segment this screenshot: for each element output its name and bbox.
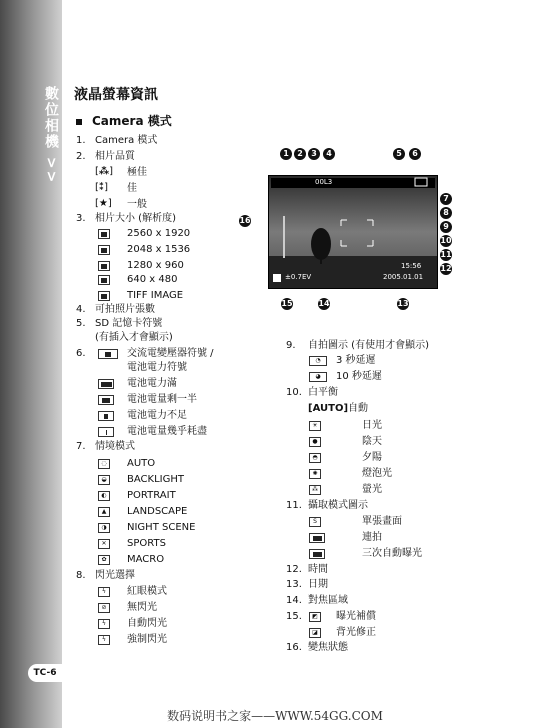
list-item: 變焦狀態 bbox=[308, 642, 348, 653]
list-item: 640 x 480 bbox=[127, 274, 178, 285]
callout-number-11: 11 bbox=[440, 250, 452, 259]
capture-aeb-icon bbox=[309, 549, 325, 559]
list-item: 2560 x 1920 bbox=[127, 228, 191, 239]
list-item: 日期 bbox=[308, 579, 328, 590]
capture-continuous-icon bbox=[309, 533, 325, 543]
list-item: 一般 bbox=[127, 199, 147, 210]
list-item: LANDSCAPE bbox=[127, 506, 188, 517]
list-item: 相片品質 bbox=[95, 151, 135, 162]
callout-number-7: 7 bbox=[440, 193, 452, 205]
section-side-title: 數位相機 >> bbox=[43, 86, 59, 185]
list-item: 1. bbox=[76, 135, 86, 146]
callout-number-9: 9 bbox=[440, 221, 452, 233]
list-item: 極佳 bbox=[127, 167, 147, 178]
list-item: 電池電力不足 bbox=[127, 410, 187, 421]
callout-number-16: 16 bbox=[239, 216, 251, 225]
page-title: 液晶螢幕資訊 bbox=[74, 87, 158, 103]
list-item: 自動閃光 bbox=[127, 618, 167, 629]
flash-auto-icon: ϟ bbox=[98, 619, 110, 629]
callout-number-2: 2 bbox=[294, 148, 306, 160]
list-item: PORTRAIT bbox=[127, 490, 176, 501]
wb-tungsten-icon: ✺ bbox=[309, 469, 321, 479]
scene-backlight-icon: ◒ bbox=[98, 475, 110, 485]
list-item: Camera 模式 bbox=[95, 135, 158, 146]
list-item: TIFF IMAGE bbox=[127, 290, 184, 301]
list-item: 10 秒延遲 bbox=[336, 371, 382, 382]
list-item: 時間 bbox=[308, 564, 328, 575]
lcd-time: 15:56 bbox=[401, 262, 422, 270]
list-item: 6. bbox=[76, 348, 86, 359]
list-item: MACRO bbox=[127, 554, 165, 565]
list-item: 9. bbox=[286, 340, 296, 351]
list-item: 15. bbox=[286, 611, 302, 622]
list-item: 可拍照片張數 bbox=[95, 304, 155, 315]
list-item: 1280 x 960 bbox=[127, 260, 184, 271]
list-item: 白平衡 bbox=[308, 387, 338, 398]
backlight-correction-icon: ◪ bbox=[309, 628, 321, 638]
list-item: 2048 x 1536 bbox=[127, 244, 191, 255]
quality-superfine-icon: [⁂] bbox=[95, 166, 114, 177]
wb-auto-label: [AUTO] bbox=[308, 403, 349, 414]
list-item: 4. bbox=[76, 304, 86, 315]
lcd-date: 2005.01.01 bbox=[383, 273, 424, 281]
footer-watermark: 数码说明书之家——WWW.54GG.COM bbox=[167, 709, 383, 723]
list-item: 交流電變壓器符號 / bbox=[127, 348, 214, 359]
list-item: 攝取模式圖示 bbox=[308, 500, 368, 511]
lcd-screen-illustration bbox=[268, 175, 438, 289]
callout-number-15: 15 bbox=[281, 299, 293, 308]
list-item: SPORTS bbox=[127, 538, 166, 549]
list-item: BACKLIGHT bbox=[127, 474, 184, 485]
list-item: 3 秒延遲 bbox=[336, 355, 376, 366]
list-item: 13. bbox=[286, 579, 302, 590]
list-item: 情境模式 bbox=[95, 441, 135, 452]
list-item: NIGHT SCENE bbox=[127, 522, 196, 533]
callout-number-3: 3 bbox=[308, 148, 320, 160]
battery-empty-icon bbox=[98, 427, 114, 437]
flash-redeye-icon: ϟ bbox=[98, 587, 110, 597]
callout-number-4: 4 bbox=[323, 148, 335, 160]
scene-auto-icon: ◌ bbox=[98, 459, 110, 469]
quality-fine-icon: [⁑] bbox=[95, 182, 109, 193]
size-640-icon bbox=[98, 275, 110, 285]
callout-number-1: 1 bbox=[280, 148, 292, 160]
list-item: 連拍 bbox=[362, 532, 382, 543]
list-item: 2. bbox=[76, 151, 86, 162]
list-item: 日光 bbox=[362, 420, 382, 431]
flash-off-icon: ⊘ bbox=[98, 603, 110, 613]
list-item: 12. bbox=[286, 564, 302, 575]
scene-macro-icon: ✿ bbox=[98, 555, 110, 565]
list-item: 強制閃光 bbox=[127, 634, 167, 645]
scene-landscape-icon: ▲ bbox=[98, 507, 110, 517]
callout-number-6: 6 bbox=[409, 148, 421, 160]
list-item: AUTO bbox=[127, 458, 156, 469]
callout-number-14: 14 bbox=[318, 299, 330, 308]
lcd-ev-value: ±0.7EV bbox=[285, 273, 312, 281]
list-item: 電池電量幾乎耗盡 bbox=[127, 426, 207, 437]
list-item: 8. bbox=[76, 570, 86, 581]
callout-number-5: 5 bbox=[393, 148, 405, 160]
list-item: 無閃光 bbox=[127, 602, 157, 613]
list-item: 電池電力符號 bbox=[127, 362, 187, 373]
list-item: 夕陽 bbox=[362, 452, 382, 463]
list-item: 電池電力滿 bbox=[127, 378, 177, 389]
callout-number-8: 8 bbox=[440, 207, 452, 219]
lcd-scene-image bbox=[269, 176, 437, 288]
size-2560-icon bbox=[98, 229, 110, 239]
list-item: 10. bbox=[286, 387, 302, 398]
bullet-square-icon bbox=[76, 119, 82, 125]
scene-portrait-icon: ◐ bbox=[98, 491, 110, 501]
wb-fluorescent-icon: ⁂ bbox=[309, 485, 321, 495]
list-item: 5. bbox=[76, 318, 86, 329]
ev-compensation-icon: ◩ bbox=[309, 612, 321, 622]
selftimer-3s-icon: ◔ bbox=[309, 356, 327, 366]
battery-full-icon bbox=[98, 379, 114, 389]
flash-forced-icon: ϟ bbox=[98, 635, 110, 645]
callout-number-13: 13 bbox=[397, 299, 409, 308]
scene-sports-icon: ✕ bbox=[98, 539, 110, 549]
list-item: 自動 bbox=[348, 403, 368, 414]
list-item: 電池電量剩一半 bbox=[127, 394, 197, 405]
scene-night-icon: ◑ bbox=[98, 523, 110, 533]
wb-daylight-icon: ☀ bbox=[309, 421, 321, 431]
selftimer-10s-icon: ◕ bbox=[309, 372, 327, 382]
size-2048-icon bbox=[98, 245, 110, 255]
wb-sunset-icon: ◓ bbox=[309, 453, 321, 463]
list-item: 紅眼模式 bbox=[127, 586, 167, 597]
list-item: 三次自動曝光 bbox=[362, 548, 422, 559]
list-item: 螢光 bbox=[362, 484, 382, 495]
size-tiff-icon bbox=[98, 291, 110, 301]
list-item: 單張畫面 bbox=[362, 516, 402, 527]
callout-number-12: 12 bbox=[440, 264, 452, 273]
quality-normal-icon: [★] bbox=[95, 198, 112, 209]
list-item: 閃光選擇 bbox=[95, 570, 135, 581]
section-title-text: Camera 模式 bbox=[92, 114, 172, 128]
sidebar bbox=[0, 0, 62, 728]
size-1280-icon bbox=[98, 261, 110, 271]
callout-number-10: 10 bbox=[440, 236, 452, 245]
wb-cloudy-icon: ● bbox=[309, 437, 321, 447]
list-item: 曝光補償 bbox=[336, 611, 376, 622]
list-item: 11. bbox=[286, 500, 302, 511]
battery-low-icon bbox=[98, 411, 114, 421]
battery-half-icon bbox=[98, 395, 114, 405]
list-item: 7. bbox=[76, 441, 86, 452]
list-item: 相片大小 (解析度) bbox=[95, 213, 176, 224]
list-item: 3. bbox=[76, 213, 86, 224]
list-item: 自拍圖示 (有使用才會顯示) bbox=[308, 340, 429, 351]
lcd-shot-counter: 00L3 bbox=[315, 178, 333, 186]
list-item: 陰天 bbox=[362, 436, 382, 447]
list-item: 14. bbox=[286, 595, 302, 606]
section-title bbox=[76, 112, 172, 129]
list-item: (有插入才會顯示) bbox=[95, 332, 173, 343]
list-item: 背光修正 bbox=[336, 627, 376, 638]
list-item: 16. bbox=[286, 642, 302, 653]
page-number-tab: TC-6 bbox=[28, 664, 62, 682]
ac-adapter-icon bbox=[98, 349, 118, 359]
capture-single-icon: S bbox=[309, 517, 321, 527]
list-item: 燈泡光 bbox=[362, 468, 392, 479]
list-item: 佳 bbox=[127, 183, 137, 194]
list-item: 對焦區域 bbox=[308, 595, 348, 606]
list-item: SD 記憶卡符號 bbox=[95, 318, 163, 329]
